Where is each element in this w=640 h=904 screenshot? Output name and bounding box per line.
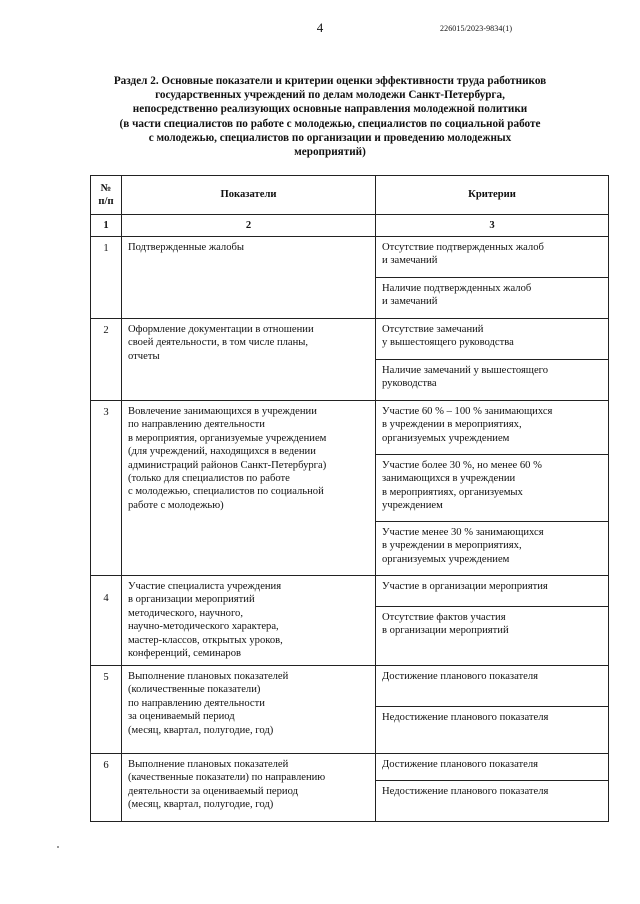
criterion-cell: Отсутствие подтвержденных жалоб и замечаний — [376, 237, 609, 278]
row-number: 3 — [91, 401, 122, 576]
column-number-row — [91, 215, 609, 237]
criteria-table — [90, 175, 609, 822]
criterion-cell: Участие более 30 %, но менее 60 % занимающихся в учреждении в мероприятиях, организуемых учреждением — [376, 455, 609, 522]
criterion-cell: Недостижение планового показателя — [376, 707, 609, 754]
criterion-cell: Достижение планового показателя — [376, 666, 609, 707]
indicator-cell: Участие специалиста учреждения в организации мероприятий методического, научного, научно-методического характера, мастер-классов, открытых уроков, конференций, семинаров — [122, 576, 376, 666]
indicator-cell: Выполнение плановых показателей (качественные показатели) по направлению деятельности за оцениваемый период (месяц, квартал, полугодие, год) — [122, 754, 376, 822]
criterion-cell: Отсутствие замечаний у вышестоящего руководства — [376, 319, 609, 360]
criterion-cell: Участие в организации мероприятия — [376, 576, 609, 607]
title-line: с молодежью, специалистов по организации и проведению молодежных — [148, 131, 512, 144]
title-line: Раздел 2. Основные показатели и критерии оценки эффективности труда работников — [113, 75, 547, 87]
row-number: 4 — [91, 576, 122, 666]
title-line: государственных учреждений по делам молодежи Санкт-Петербурга, — [155, 89, 505, 102]
criterion-cell: Достижение планового показателя — [376, 754, 609, 781]
row-number: 5 — [91, 666, 122, 754]
indicator-cell: Выполнение плановых показателей (количественные показатели) по направлению деятельности за оцениваемый период (месяц, квартал, полугодие, год) — [122, 666, 376, 754]
title-line: (в части специалистов по работе с молодежью, специалистов по социальной работе — [119, 117, 541, 130]
table-header-row — [91, 176, 609, 215]
criterion-cell: Участие 60 % – 100 % занимающихся в учреждении в мероприятиях, организуемых учреждением — [376, 401, 609, 455]
table-row — [91, 401, 609, 455]
column-number: 3 — [376, 215, 609, 237]
row-number: 1 — [91, 237, 122, 319]
criterion-cell: Недостижение планового показателя — [376, 781, 609, 822]
page-number: 4 — [316, 20, 324, 35]
table-row — [91, 319, 609, 360]
table-row — [91, 666, 609, 707]
criterion-cell: Наличие подтвержденных жалоб и замечаний — [376, 278, 609, 319]
row-number: 2 — [91, 319, 122, 401]
table-row — [91, 754, 609, 781]
table-row — [91, 237, 609, 278]
title-line: мероприятий) — [294, 146, 366, 159]
table-row — [91, 576, 609, 607]
indicator-cell: Вовлечение занимающихся в учреждении по направлению деятельности в мероприятия, организуемые учреждением (для учреждений, находящихся в ведении администраций районов Санкт-Петербурга) (только для специалистов по работе с молодежью, специалистов по социальной работе с молодежью) — [122, 401, 376, 576]
column-number: 1 — [91, 215, 122, 237]
section-title — [80, 74, 580, 159]
document-code: 226015/2023-9834(1) — [440, 24, 513, 33]
header-number: № п/п — [91, 176, 122, 215]
header-indicators: Показатели — [122, 176, 376, 215]
row-number: 6 — [91, 754, 122, 822]
header-criteria: Критерии — [376, 176, 609, 215]
criterion-cell: Участие менее 30 % занимающихся в учреждении в мероприятиях, организуемых учреждением — [376, 522, 609, 576]
criterion-cell: Наличие замечаний у вышестоящего руководства — [376, 360, 609, 401]
criterion-cell: Отсутствие фактов участия в организации мероприятий — [376, 607, 609, 666]
indicator-cell: Оформление документации в отношении своей деятельности, в том числе планы, отчеты — [122, 319, 376, 401]
scan-speck — [57, 846, 59, 848]
title-line: непосредственно реализующих основные направления молодежной политики — [132, 103, 528, 116]
column-number: 2 — [122, 215, 376, 237]
indicator-cell: Подтвержденные жалобы — [122, 237, 376, 319]
